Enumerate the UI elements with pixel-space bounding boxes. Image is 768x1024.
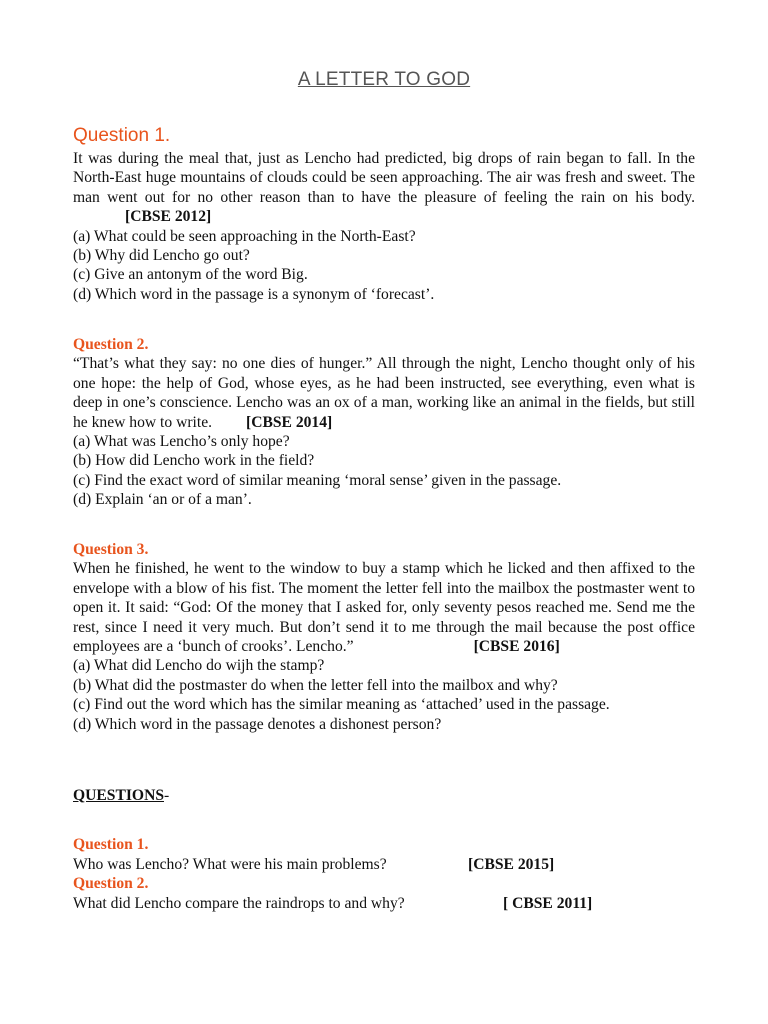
spacer [73, 805, 695, 835]
questions-list-1-line [73, 855, 695, 874]
questions-list-1-text: Who was Lencho? What were his main problems? [73, 855, 387, 873]
question-1-passage-text: It was during the meal that, just as Lencho had predicted, big drops of rain began to fall. In the North-East huge mountains of clouds could be seen approaching. The air was fresh and sweet. The man went out for no other reason than to have the pleasure of feeling the rain on his body. [73, 150, 695, 206]
question-3-passage [73, 559, 695, 656]
question-1-item-c: (c) Give an antonym of the word Big. [73, 266, 308, 284]
question-3-source-tag: [CBSE 2016] [473, 638, 560, 656]
questions-list-2-source-tag: [ CBSE 2011] [503, 894, 593, 912]
question-1-source-tag: [CBSE 2012] [125, 208, 212, 226]
question-2-source-tag: [CBSE 2014] [246, 413, 333, 431]
question-3-heading: Question 3. [73, 541, 149, 558]
questions-heading-line [73, 786, 695, 805]
question-2-item-d: (d) Explain ‘an or of a man’. [73, 491, 252, 509]
question-1-heading: Question 1. [73, 125, 171, 146]
question-3-section [73, 540, 695, 734]
question-2-section [73, 335, 695, 510]
question-1-passage [73, 149, 695, 227]
question-2-item-a: (a) What was Lencho’s only hope? [73, 433, 290, 451]
question-2-passage-text: “That’s what they say: no one dies of hunger.” All through the night, Lencho thought only of his one hope: the help of God, whose eyes, as he had been instructed, see everything, even what is deep in one’s conscience. Lencho was an ox of a man, working like an animal in the fields, but still he knew how to write. [73, 355, 695, 431]
questions-list-1-source-tag: [CBSE 2015] [468, 855, 555, 873]
questions-list-2-text: What did Lencho compare the raindrops to and why? [73, 894, 405, 912]
question-1-item-d: (d) Which word in the passage is a synonym of ‘forecast’. [73, 285, 435, 303]
question-2-heading: Question 2. [73, 336, 149, 353]
question-1-section [73, 124, 695, 304]
question-1-item-b: (b) Why did Lencho go out? [73, 247, 250, 265]
question-3-item-d: (d) Which word in the passage denotes a dishonest person? [73, 715, 442, 733]
questions-heading: QUESTIONS [73, 787, 164, 804]
question-3-item-a: (a) What did Lencho do wijh the stamp? [73, 657, 325, 675]
question-2-passage [73, 354, 695, 432]
questions-list-2-heading: Question 2. [73, 875, 149, 893]
page-title: A LETTER TO GOD [297, 69, 471, 90]
question-3-item-b: (b) What did the postmaster do when the letter fell into the mailbox and why? [73, 676, 558, 694]
questions-section [73, 786, 695, 913]
questions-list-2-line [73, 894, 695, 913]
questions-heading-suffix: - [164, 787, 170, 804]
question-1-item-a: (a) What could be seen approaching in the North-East? [73, 227, 416, 245]
question-2-item-b: (b) How did Lencho work in the field? [73, 452, 315, 470]
questions-list-1-heading: Question 1. [73, 836, 149, 854]
question-2-item-c: (c) Find the exact word of similar meaning ‘moral sense’ given in the passage. [73, 471, 562, 489]
question-3-item-c: (c) Find out the word which has the similar meaning as ‘attached’ used in the passage. [73, 696, 610, 714]
question-3-passage-text: When he finished, he went to the window to buy a stamp which he licked and then affixed to the envelope with a blow of his fist. The moment the letter fell into the mailbox the postmaster went to open it. It said: “God: Of the money that I asked for, only seventy pesos reached me. Send me the rest, since I need it very much. But don’t send it to me through the mail because the post office employees are a ‘bunch of crooks’. Lencho.” [73, 560, 695, 656]
